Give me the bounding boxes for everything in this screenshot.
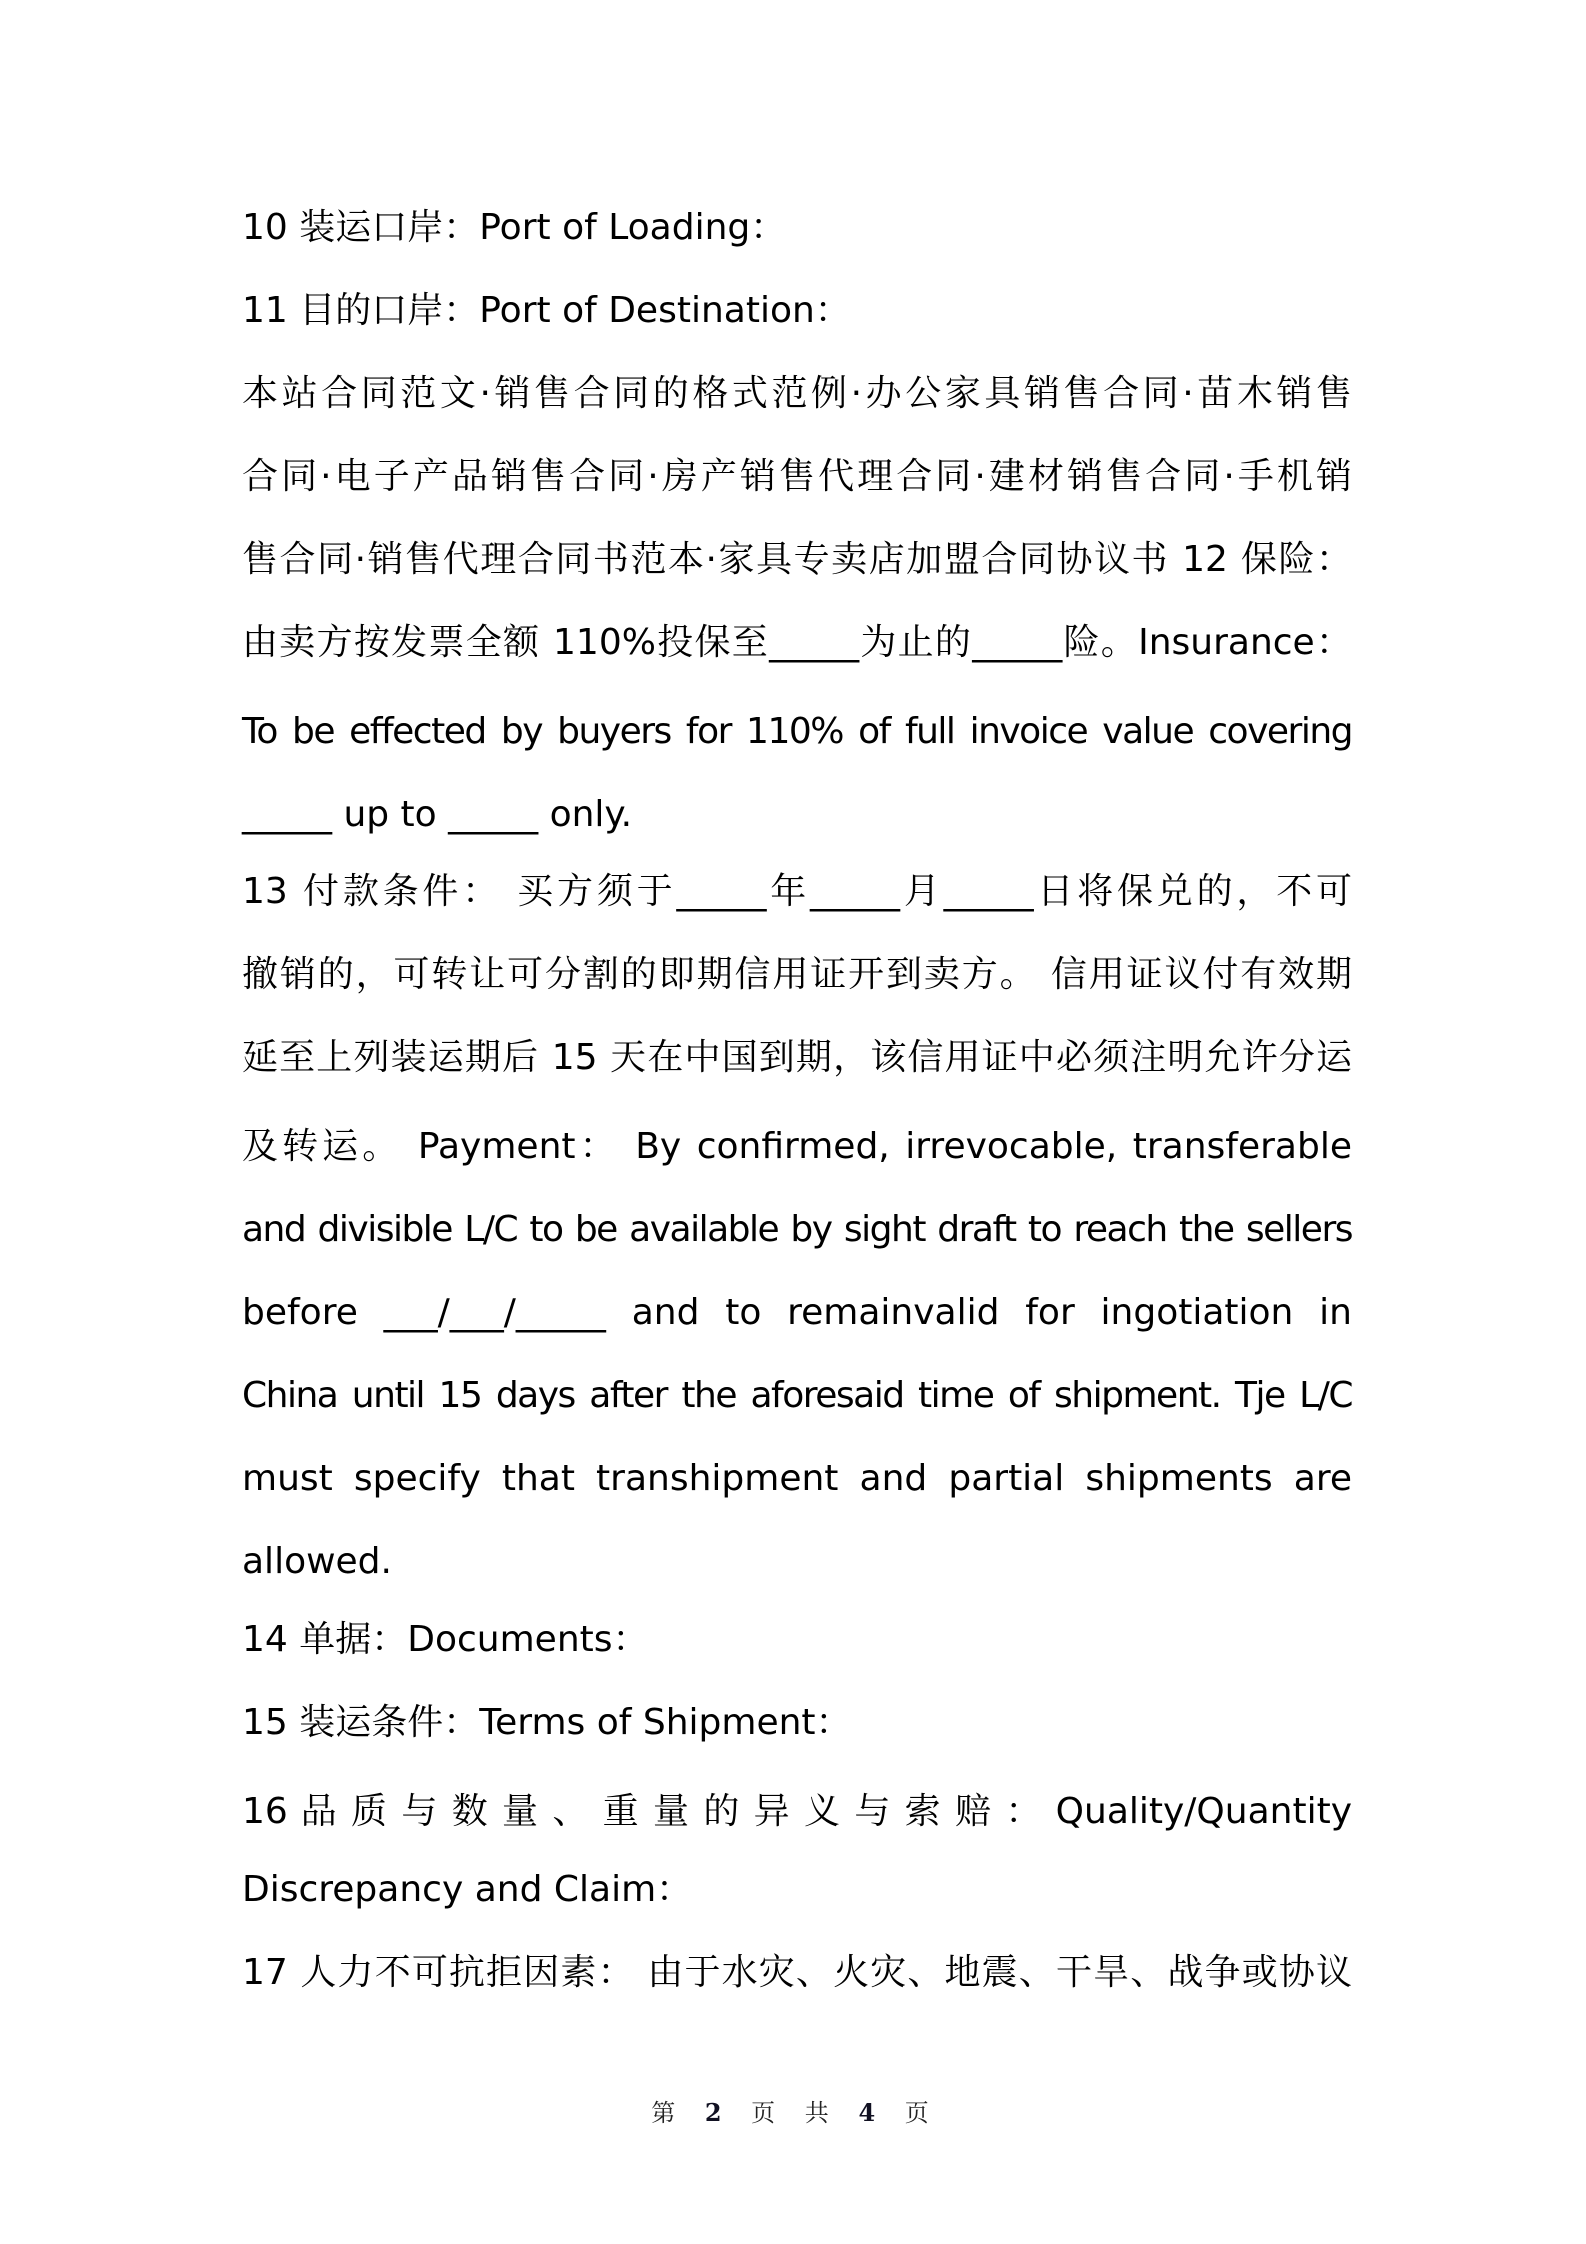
related-contracts-line-2: 合同·电子产品销售合同·房产销售代理合同·建材销售合同·手机销 — [242, 456, 1352, 497]
current-page-number: 2 — [704, 2098, 728, 2127]
clause-15-terms-of-shipment: 15 装运条件：Terms of Shipment： — [242, 1702, 852, 1743]
clause-13-payment-cn-3: 延至上列装运期后 15 天在中国到期，该信用证中必须注明允许分运 — [242, 1037, 1352, 1078]
clause-12-insurance-en-2: _____ up to _____ only. — [242, 794, 633, 835]
clause-13-payment-en-6: allowed. — [242, 1541, 392, 1582]
clause-14-documents: 14 单据：Documents： — [242, 1619, 649, 1660]
footer-suffix: 页 — [904, 2099, 935, 2127]
clause-13-payment-cn-1: 13 付款条件： 买方须于_____年_____月_____日将保兑的，不可 — [242, 871, 1352, 912]
clause-11-port-of-destination: 11 目的口岸：Port of Destination： — [242, 290, 851, 331]
page-number-footer — [0, 2093, 1586, 2128]
clause-13-payment-en-1: 及转运。 Payment： By confirmed, irrevocable, transferable — [242, 1126, 1352, 1167]
clause-16-quality-claim-1: 16 品 质 与 数 量 、 重 量 的 异 义 与 索 赔 ： Quality/Quantity — [242, 1791, 1352, 1832]
footer-prefix: 第 — [651, 2099, 682, 2127]
clause-12-insurance-en-1: To be effected by buyers for 110% of full invoice value covering — [242, 711, 1352, 752]
clause-13-payment-cn-2: 撤销的，可转让可分割的即期信用证开到卖方。 信用证议付有效期 — [242, 954, 1352, 995]
clause-13-payment-en-5: must specify that transhipment and partial shipments are — [242, 1458, 1352, 1499]
clause-13-payment-en-3: before ___/___/_____ and to remainvalid for ingotiation in — [242, 1292, 1352, 1333]
clause-10-port-of-loading: 10 装运口岸：Port of Loading： — [242, 207, 787, 248]
clause-13-payment-en-4: China until 15 days after the aforesaid time of shipment. Tje L/C — [242, 1375, 1352, 1416]
clause-16-quality-claim-2: Discrepancy and Claim： — [242, 1869, 693, 1910]
clause-12-insurance-heading: 售合同·销售代理合同书范本·家具专卖店加盟合同协议书 12 保险： — [242, 539, 1352, 580]
footer-middle: 页 共 — [751, 2099, 835, 2127]
related-contracts-line-1: 本站合同范文·销售合同的格式范例·办公家具销售合同·苗木销售 — [242, 373, 1352, 414]
clause-17-force-majeure: 17 人力不可抗拒因素： 由于水灾、火灾、地震、干旱、战争或协议 — [242, 1952, 1352, 1993]
total-page-count: 4 — [858, 2098, 882, 2127]
clause-12-insurance-cn: 由卖方按发票全额 110%投保至_____为止的_____险。Insurance： — [242, 622, 1352, 663]
clause-13-payment-en-2: and divisible L/C to be available by sight draft to reach the sellers — [242, 1209, 1352, 1250]
